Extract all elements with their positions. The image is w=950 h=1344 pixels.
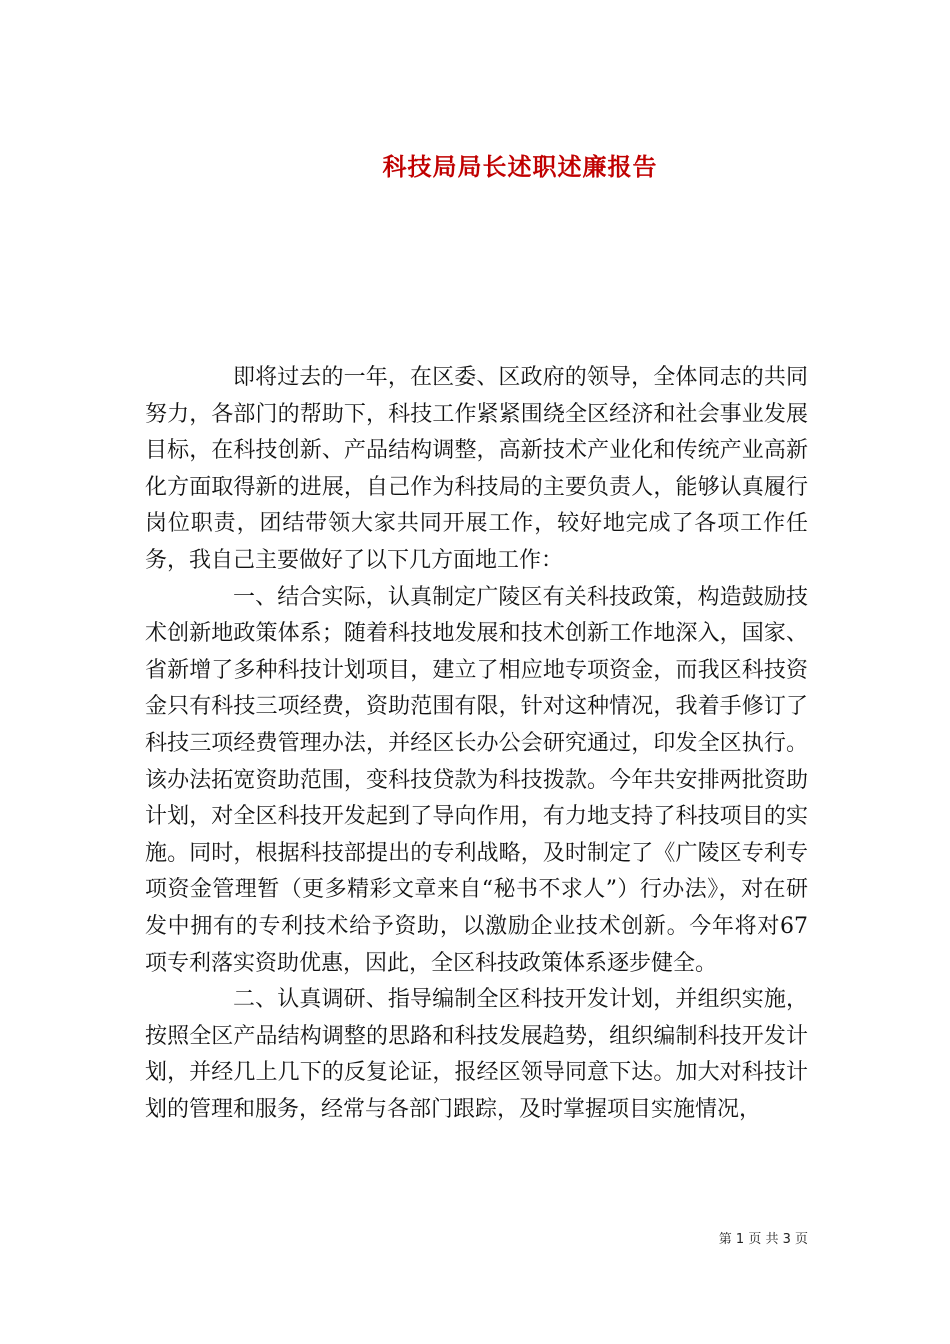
paragraph-section-one: 一、结合实际，认真制定广陵区有关科技政策，构造鼓励技术创新地政策体系；随着科技地发展和技术创新工作地深入，国家、省新增了多种科技计划项目，建立了相应地专项资金，而我区科技资金只有科技三项经费，资助范围有限，针对这种情况，我着手修订了科技三项经费管理办法，并经区长办公会研究通过，印发全区执行。该办法拓宽资助范围，变科技贷款为科技拨款。今年共安排两批资助计划，对全区科技开发起到了导向作用，有力地支持了科技项目的实施。同时，根据科技部提出的专利战略，及时制定了《广陵区专利专项资金管理暂（更多精彩文章来自“秘书不求人”）行办法》，对在研发中拥有的专利技术给予资助，以激励企业技术创新。今年将对67项专利落实资助优惠，因此，全区科技政策体系逐步健全。 bbox=[145, 584, 808, 976]
document-body bbox=[145, 360, 808, 1128]
paragraph-section-two: 二、认真调研、指导编制全区科技开发计划，并组织实施，按照全区产品结构调整的思路和科技发展趋势，组织编制科技开发计划，并经几上几下的反复论证，报经区领导同意下达。加大对科技计划的管理和服务，经常与各部门跟踪，及时掌握项目实施情况， bbox=[145, 987, 808, 1122]
page-number-footer: 第 1 页 共 3 页 bbox=[718, 1232, 808, 1247]
document-title: 科技局局长述职述廉报告 bbox=[382, 152, 658, 182]
paragraph-intro: 即将过去的一年，在区委、区政府的领导，全体同志的共同努力，各部门的帮助下，科技工作紧紧围绕全区经济和社会事业发展目标，在科技创新、产品结构调整，高新技术产业化和传统产业高新化方面取得新的进展，自己作为科技局的主要负责人，能够认真履行岗位职责，团结带领大家共同开展工作，较好地完成了各项工作任务，我自己主要做好了以下几方面地工作： bbox=[145, 365, 808, 573]
